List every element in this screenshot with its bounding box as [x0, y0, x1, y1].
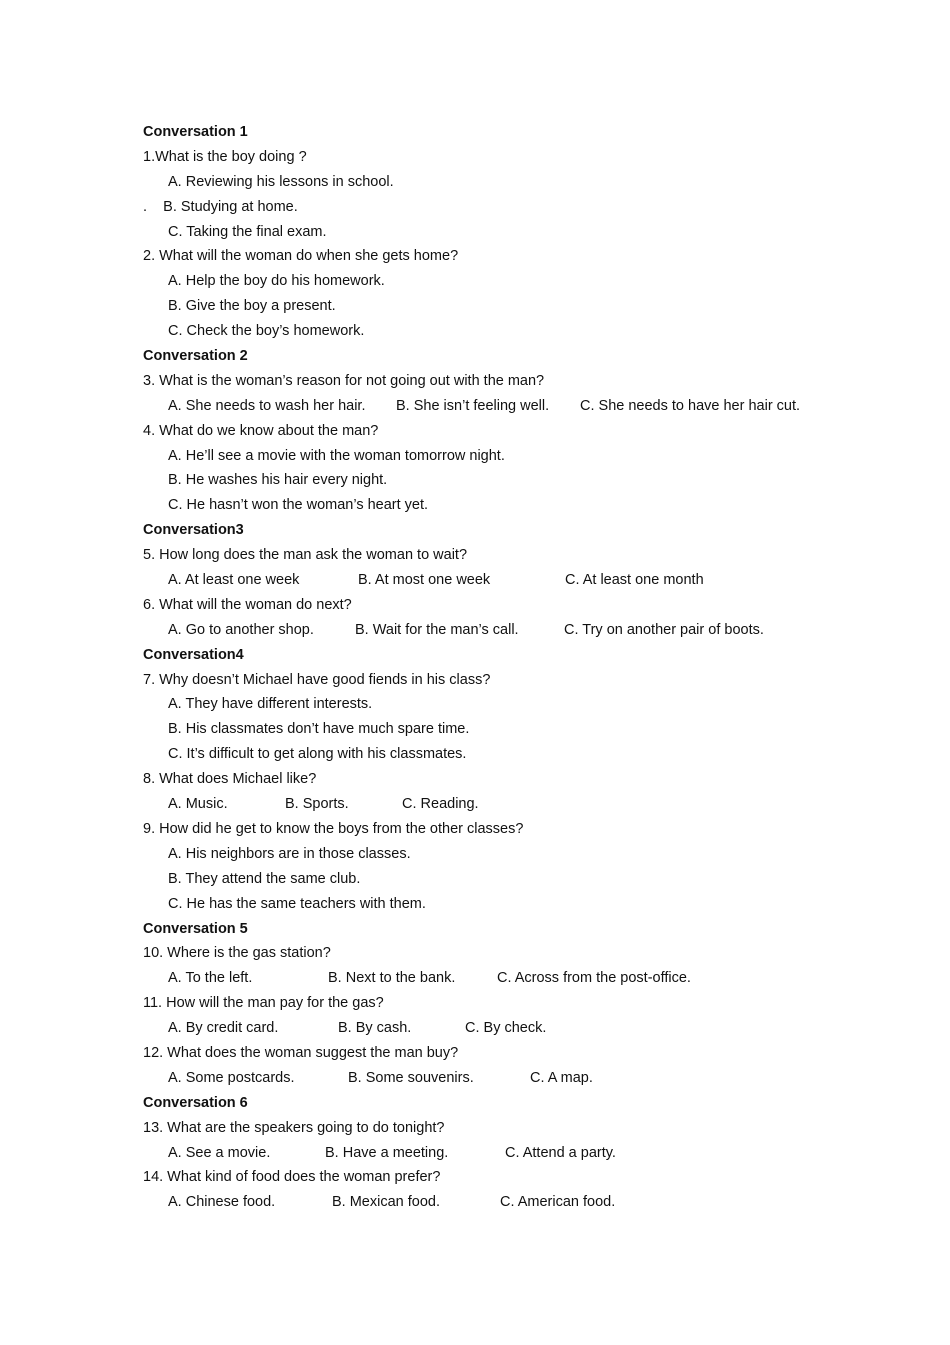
answer-option: A. Some postcards.: [168, 1069, 295, 1086]
question-text: 4. What do we know about the man?: [143, 422, 379, 439]
question-text: 7. Why doesn’t Michael have good fiends in his class?: [143, 671, 491, 688]
answer-option: B. Give the boy a present.: [168, 298, 336, 315]
answer-option: C. Across from the post-office.: [497, 970, 691, 987]
option-row: [143, 1190, 843, 1215]
question-text: 12. What does the woman suggest the man buy?: [143, 1044, 459, 1061]
option-row: [143, 966, 843, 991]
answer-option: . B. Studying at home.: [143, 198, 298, 215]
question-text: 14. What kind of food does the woman prefer?: [143, 1169, 441, 1186]
answer-option: A. Reviewing his lessons in school.: [168, 173, 394, 190]
answer-option: B. Some souvenirs.: [348, 1069, 474, 1086]
answer-option: C. American food.: [500, 1194, 616, 1211]
answer-option: B. She isn’t feeling well.: [396, 397, 550, 414]
answer-option: C. Try on another pair of boots.: [564, 621, 764, 638]
question-text: 10. Where is the gas station?: [143, 945, 331, 962]
answer-option: C. He hasn’t won the woman’s heart yet.: [168, 497, 429, 514]
question-text: 6. What will the woman do next?: [143, 596, 352, 613]
option-row: [143, 1016, 843, 1041]
question-text: 2. What will the woman do when she gets home?: [143, 248, 459, 265]
answer-option: C. She needs to have her hair cut.: [580, 397, 801, 414]
section-heading: Conversation3: [143, 522, 244, 539]
answer-option: A. By credit card.: [168, 1020, 279, 1037]
answer-option: C. He has the same teachers with them.: [168, 895, 426, 912]
answer-option: A. His neighbors are in those classes.: [168, 845, 411, 862]
option-row: [143, 792, 843, 817]
question-text: 8. What does Michael like?: [143, 771, 317, 788]
answer-option: B. At most one week: [358, 572, 491, 589]
question-text: 1.What is the boy doing ?: [143, 148, 307, 165]
answer-option: C. Taking the final exam.: [168, 223, 327, 240]
section-heading: Conversation 5: [143, 920, 248, 937]
section-heading: Conversation4: [143, 646, 244, 663]
option-row: [143, 568, 843, 593]
question-text: 5. How long does the man ask the woman to wait?: [143, 547, 468, 564]
answer-option: A. He’ll see a movie with the woman tomorrow night.: [168, 447, 505, 464]
option-row: [143, 618, 843, 643]
answer-option: C. By check.: [465, 1020, 547, 1037]
question-text: 11. How will the man pay for the gas?: [143, 995, 384, 1012]
answer-option: A. Chinese food.: [168, 1194, 276, 1211]
answer-option: A. They have different interests.: [168, 696, 373, 713]
answer-option: A. At least one week: [168, 572, 300, 589]
option-row: [143, 1141, 843, 1166]
answer-option: A. Help the boy do his homework.: [168, 273, 385, 290]
answer-option: C. Check the boy’s homework.: [168, 323, 365, 340]
answer-option: B. Next to the bank.: [328, 970, 456, 987]
answer-option: B. Mexican food.: [332, 1194, 440, 1211]
answer-option: A. She needs to wash her hair.: [168, 397, 366, 414]
question-text: 9. How did he get to know the boys from the other classes?: [143, 820, 524, 837]
section-heading: Conversation 1: [143, 124, 248, 140]
section-heading: Conversation 2: [143, 348, 248, 365]
answer-option: C. It’s difficult to get along with his classmates.: [168, 746, 467, 763]
worksheet: [143, 120, 843, 1215]
answer-option: B. He washes his hair every night.: [168, 472, 388, 489]
option-row: [143, 1066, 843, 1091]
answer-option: C. Reading.: [402, 796, 479, 813]
answer-option: C. Attend a party.: [505, 1144, 616, 1161]
answer-option: A. To the left.: [168, 970, 253, 987]
answer-option: A. Music.: [168, 796, 228, 813]
answer-option: B. Have a meeting.: [325, 1144, 449, 1161]
answer-option: B. By cash.: [338, 1020, 412, 1037]
answer-option: B. Sports.: [285, 796, 349, 813]
answer-option: A. See a movie.: [168, 1144, 271, 1161]
answer-option: B. Wait for the man’s call.: [355, 621, 519, 638]
answer-option: C. At least one month: [565, 572, 704, 589]
answer-option: B. His classmates don’t have much spare time.: [168, 721, 470, 738]
question-text: 13. What are the speakers going to do tonight?: [143, 1119, 445, 1136]
answer-option: B. They attend the same club.: [168, 870, 361, 887]
question-text: 3. What is the woman’s reason for not going out with the man?: [143, 372, 545, 389]
answer-option: A. Go to another shop.: [168, 621, 314, 638]
option-row: [143, 394, 843, 419]
answer-option: C. A map.: [530, 1069, 593, 1086]
section-heading: Conversation 6: [143, 1094, 248, 1111]
